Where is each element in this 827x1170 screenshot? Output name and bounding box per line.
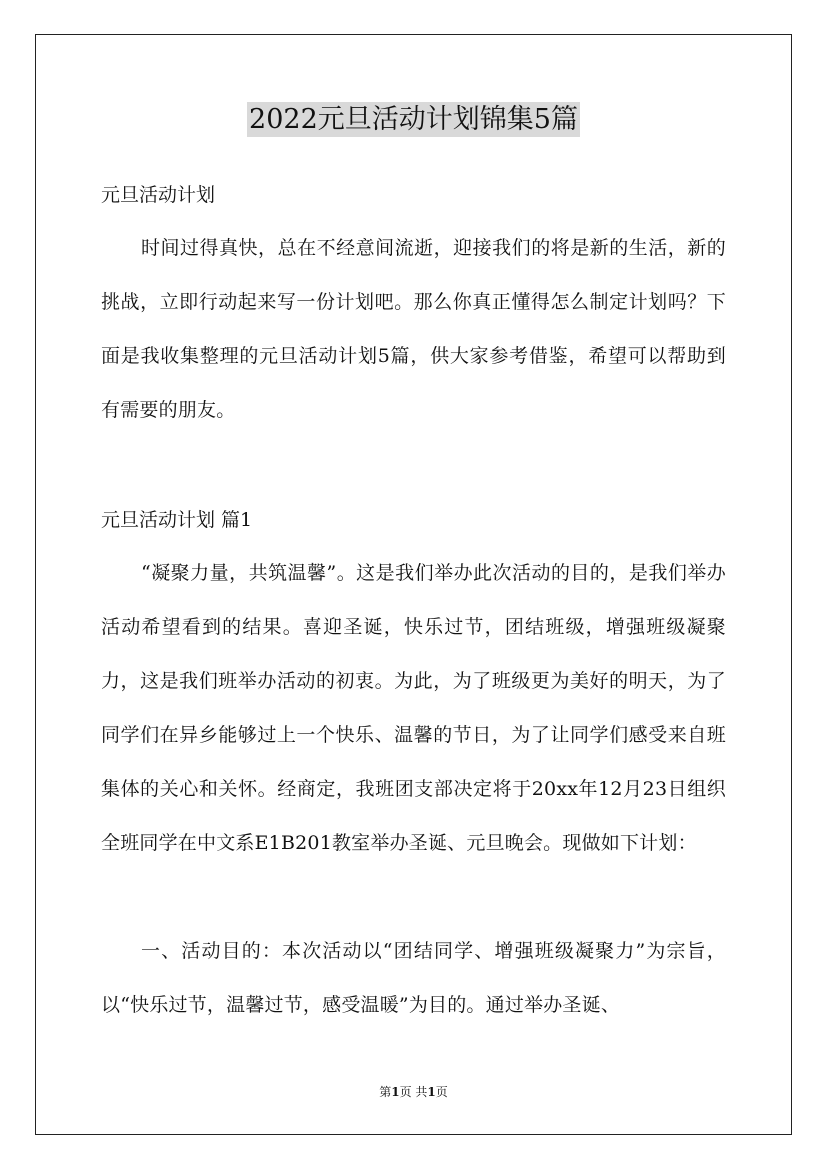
page-footer: [0, 1083, 827, 1101]
footer-suffix: 页: [435, 1085, 448, 1099]
section1-paragraph-1: “凝聚力量，共筑温馨”。这是我们举办此次活动的目的，是我们举办活动希望看到的结果。喜迎圣诞，快乐过节，团结班级，增强班级凝聚力，这是我们班举办活动的初衷。为此，为了班级更为美好的明天，为了同学们在异乡能够过上一个快乐、温馨的节日，为了让同学们感受来自班集体的关心和关怀。经商定，我班团支部决定将于20xx年12月23日组织全班同学在中文系E1B201教室举办圣诞、元旦晚会。现做如下计划：: [101, 562, 726, 854]
section1-heading: 元旦活动计划 篇1: [101, 509, 253, 531]
document-title: [0, 98, 827, 142]
footer-page-number: 1: [391, 1085, 400, 1099]
footer-page-total: 1: [427, 1085, 436, 1099]
intro-heading: 元旦活动计划: [101, 184, 216, 206]
section1-paragraph-2: 一、活动目的：本次活动以“团结同学、增强班级凝聚力”为宗旨，以“快乐过节，温馨过节，感受温暖”为目的。通过举办圣诞、: [101, 940, 726, 1016]
intro-paragraph: 时间过得真快，总在不经意间流逝，迎接我们的将是新的生活，新的挑战，立即行动起来写一份计划吧。那么你真正懂得怎么制定计划吗？下面是我收集整理的元旦活动计划5篇，供大家参考借鉴，希望可以帮助到有需要的朋友。: [101, 237, 726, 421]
title-text: 2022元旦活动计划锦集5篇: [249, 104, 578, 135]
footer-prefix: 第: [379, 1085, 392, 1099]
footer-mid: 页 共: [399, 1085, 428, 1099]
